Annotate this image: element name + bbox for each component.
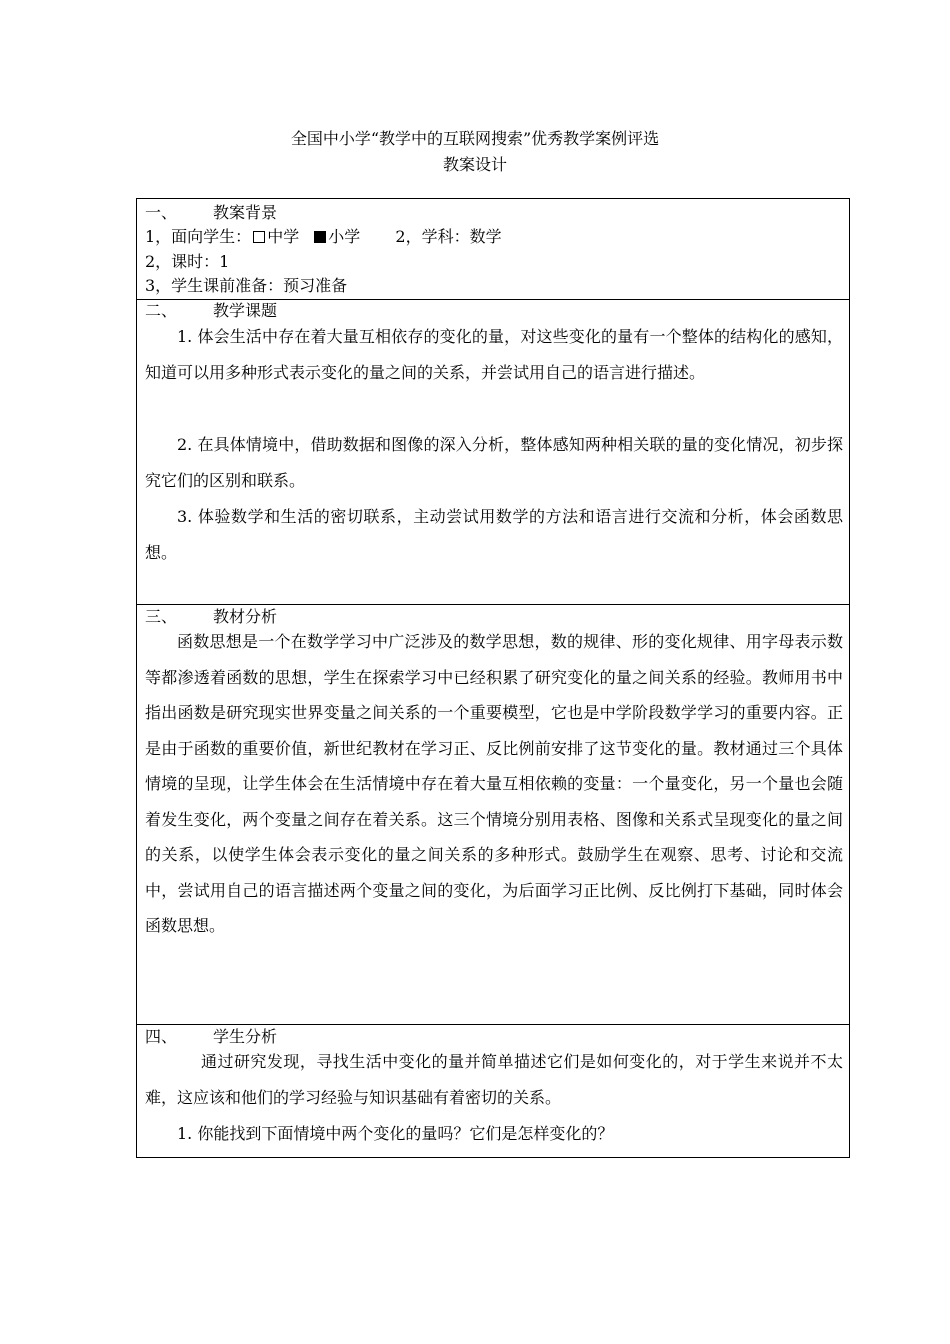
document-subtitle: 教案设计 <box>442 155 507 174</box>
document-title: 全国中小学“教学中的互联网搜索”优秀教学案例评选 <box>290 129 660 148</box>
paragraph: 3. 体验数学和生活的密切联系，主动尝试用数学的方法和语言进行交流和分析，体会函数思想。 <box>145 507 843 562</box>
class-hours-field: 2，课时：1 <box>145 252 230 271</box>
paragraph: 1. 你能找到下面情境中两个变化的量吗？它们是怎样变化的？ <box>177 1124 614 1143</box>
option-middle-school: 中学 <box>267 227 300 246</box>
section-title: 学生分析 <box>213 1027 278 1046</box>
section-number: 一、 <box>145 203 178 222</box>
section-title: 教案背景 <box>213 203 278 222</box>
section-material-analysis <box>136 604 850 1025</box>
option-primary-school: 小学 <box>328 227 361 246</box>
section-heading <box>145 203 277 223</box>
section-number: 四、 <box>145 1027 178 1046</box>
section-topic <box>136 299 850 605</box>
paragraph: 1. 体会生活中存在着大量互相依存的变化的量，对这些变化的量有一个整体的结构化的感知，知道可以用多种形式表示变化的量之间的关系，并尝试用自己的语言进行描述。 <box>145 327 843 382</box>
audience-label: 1，面向学生： <box>145 227 252 246</box>
section-number: 三、 <box>145 607 178 626</box>
audience-row <box>145 227 502 247</box>
paragraph: 函数思想是一个在数学学习中广泛涉及的数学思想，数的规律、形的变化规律、用字母表示数等都渗透着函数的思想，学生在探索学习中已经积累了研究变化的量之间关系的经验。教师用书中指出函数是研究现实世界变量之间关系的一个重要模型，它也是中学阶段数学学习的重要内容。正是由于函数的重要价值，新世纪教材在学习正、反比例前安排了这节变化的量。教材通过三个具体情境的呈现，让学生体会在生活情境中存在着大量互相依赖的变量：一个量变化，另一个量也会随着发生变化，两个变量之间存在着关系。这三个情境分别用表格、图像和关系式呈现变化的量之间的关系，以使学生体会表示变化的量之间关系的多种形式。鼓励学生在观察、思考、讨论和交流中，尝试用自己的语言描述两个变量之间的变化，为后面学习正比例、反比例打下基础，同时体会函数思想。 <box>145 632 843 935</box>
section-student-analysis <box>136 1024 850 1158</box>
paragraph: 通过研究发现，寻找生活中变化的量并简单描述它们是如何变化的，对于学生来说并不太难，这应该和他们的学习经验与知识基础有着密切的关系。 <box>145 1052 843 1107</box>
checkbox-unchecked-icon <box>253 231 265 243</box>
student-prep-field: 3，学生课前准备：预习准备 <box>145 276 348 295</box>
section-heading <box>145 301 277 321</box>
checkbox-checked-icon <box>314 231 326 243</box>
section-background <box>136 198 850 300</box>
paragraph: 2. 在具体情境中，借助数据和图像的深入分析，整体感知两种相关联的量的变化情况，初步探究它们的区别和联系。 <box>145 435 843 490</box>
section-title: 教材分析 <box>213 607 278 626</box>
section-title: 教学课题 <box>213 301 278 320</box>
section-number: 二、 <box>145 301 178 320</box>
subject-field: 2，学科：数学 <box>395 227 502 246</box>
